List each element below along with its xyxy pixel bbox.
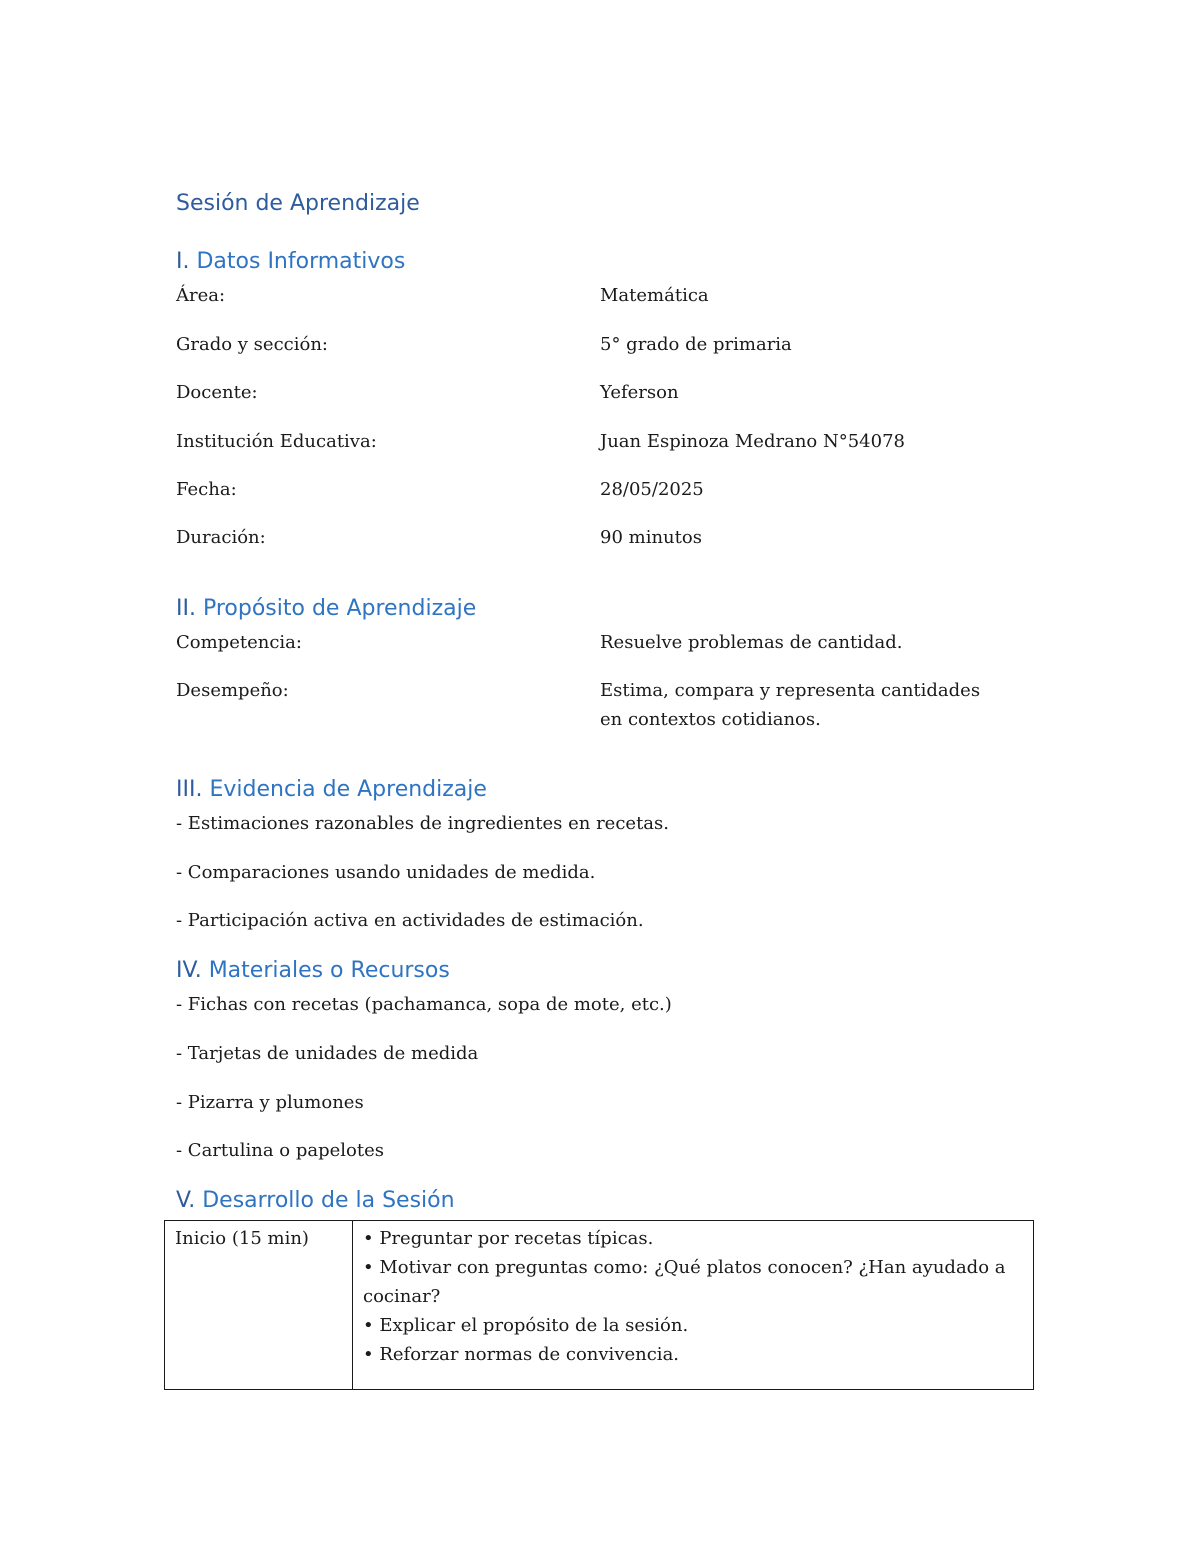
- heading-text: Desarrollo de la Sesión: [195, 1188, 455, 1213]
- info-value: Matemática: [600, 285, 709, 306]
- heading-evidencia: [176, 777, 487, 802]
- table-row: [165, 1221, 1034, 1390]
- info-label: Docente:: [176, 382, 258, 403]
- activity-item: • Explicar el propósito de la sesión.: [363, 1315, 689, 1336]
- document-title: Sesión de Aprendizaje: [176, 191, 420, 216]
- heading-number: III.: [176, 777, 203, 802]
- session-table: [164, 1220, 1034, 1390]
- info-value: Resuelve problemas de cantidad.: [600, 632, 903, 653]
- heading-materiales: [176, 958, 450, 983]
- activity-item: • Motivar con preguntas como: ¿Qué platos conocen? ¿Han ayudado a cocinar?: [363, 1257, 1006, 1307]
- activities-cell: [353, 1221, 1034, 1390]
- material-item: - Cartulina o papelotes: [176, 1140, 385, 1161]
- info-value: 5° grado de primaria: [600, 334, 792, 355]
- material-item: - Tarjetas de unidades de medida: [176, 1043, 479, 1064]
- heading-number: II.: [176, 596, 196, 621]
- heading-text: Propósito de Aprendizaje: [195, 596, 477, 621]
- heading-desarrollo: [176, 1188, 455, 1213]
- info-label: Grado y sección:: [176, 334, 328, 355]
- info-value: Juan Espinoza Medrano N°54078: [600, 431, 905, 452]
- heading-number: I.: [176, 249, 190, 274]
- info-value: Yeferson: [600, 382, 679, 403]
- heading-datos-informativos: [176, 249, 405, 274]
- activity-item: • Preguntar por recetas típicas.: [363, 1228, 654, 1249]
- info-value: 90 minutos: [600, 527, 702, 548]
- info-label: Área:: [176, 285, 226, 306]
- info-label: Duración:: [176, 527, 266, 548]
- evidence-item: - Comparaciones usando unidades de medida.: [176, 862, 596, 883]
- heading-number: IV.: [176, 958, 202, 983]
- evidence-item: - Estimaciones razonables de ingredientes en recetas.: [176, 813, 669, 834]
- activity-item: • Reforzar normas de convivencia.: [363, 1344, 680, 1365]
- heading-text: Evidencia de Aprendizaje: [202, 777, 487, 802]
- material-item: - Fichas con recetas (pachamanca, sopa de mote, etc.): [176, 994, 672, 1015]
- heading-text: Datos Informativos: [189, 249, 406, 274]
- info-label: Desempeño:: [176, 680, 289, 701]
- info-label: Fecha:: [176, 479, 237, 500]
- material-item: - Pizarra y plumones: [176, 1092, 364, 1113]
- info-label: Institución Educativa:: [176, 431, 377, 452]
- heading-number: V.: [176, 1188, 196, 1213]
- heading-text: Materiales o Recursos: [201, 958, 450, 983]
- evidence-item: - Participación activa en actividades de estimación.: [176, 910, 644, 931]
- info-label: Competencia:: [176, 632, 302, 653]
- info-value: 28/05/2025: [600, 479, 704, 500]
- heading-proposito: [176, 596, 476, 621]
- info-value: Estima, compara y representa cantidades en contextos cotidianos.: [600, 680, 981, 730]
- phase-cell: Inicio (15 min): [165, 1221, 353, 1390]
